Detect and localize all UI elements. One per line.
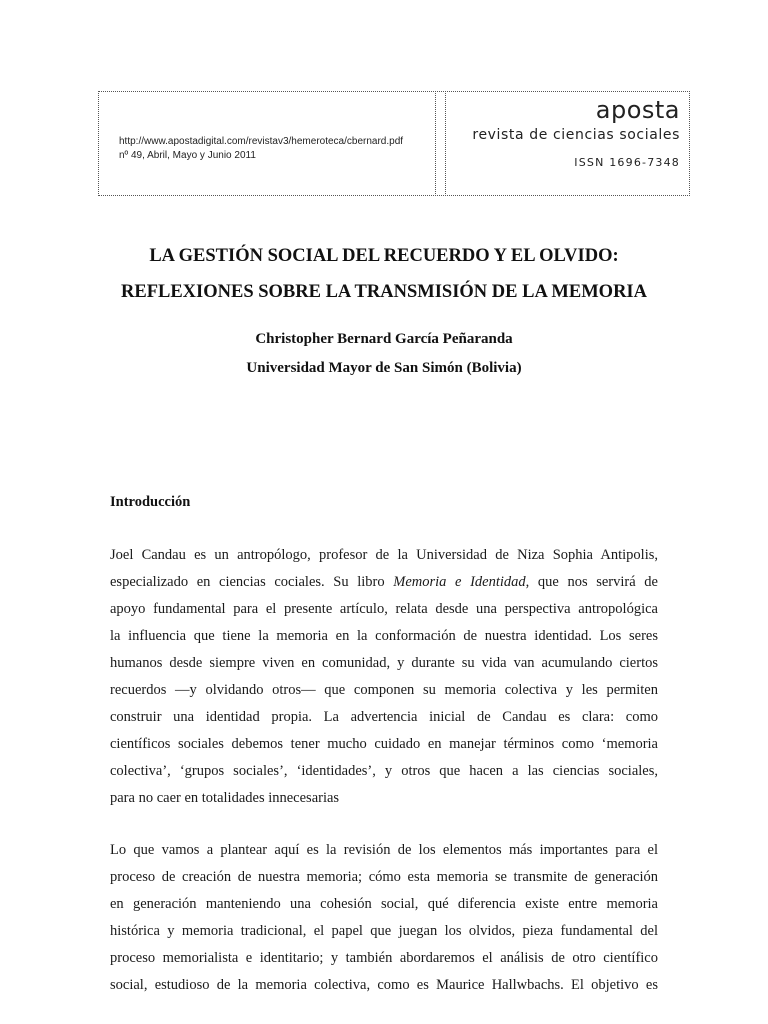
article-title-line-2: REFLEXIONES SOBRE LA TRANSMISIÓN DE LA MEMORIA (121, 282, 647, 302)
text-line: proceso de creación de nuestra memoria; cómo esta memoria se transmite de generación (110, 869, 658, 885)
text-line: Lo que vamos a plantear aquí es la revisión de los elementos más importantes para el (110, 842, 658, 858)
text-line: colectiva’, ‘grupos sociales’, ‘identidades’, y otros que hacen a las ciencias sociales, (110, 763, 658, 779)
text-line (110, 573, 658, 600)
header-divider (445, 91, 446, 196)
text-fragment: , que nos servirá de (525, 574, 658, 590)
author-name: Christopher Bernard García Peñaranda (255, 331, 513, 347)
text-line: Joel Candau es un antropólogo, profesor de la Universidad de Niza Sophia Antipolis, (110, 547, 658, 563)
text-line: apoyo fundamental para el presente artículo, relata desde una perspectiva antropológica (110, 601, 658, 617)
text-line: recuerdos —y olvidando otros— que componen su memoria colectiva y les permiten (110, 682, 658, 698)
text-line: científicos sociales debemos tener mucho cuidado en manejar términos como ‘memoria (110, 736, 658, 752)
section-heading: Introducción (110, 494, 191, 510)
author-affiliation: Universidad Mayor de San Simón (Bolivia) (246, 360, 522, 376)
issn: ISSN 1696-7348 (574, 156, 680, 169)
text-fragment: especializado en ciencias cociales. Su libro (110, 574, 394, 590)
text-line: humanos desde siempre viven en comunidad, y durante su vida van acumulando ciertos (110, 655, 658, 671)
journal-logo: aposta (595, 96, 680, 124)
book-title: Memoria e Identidad (393, 574, 526, 590)
text-line: en generación manteniendo una cohesión social, qué diferencia existe entre memoria (110, 896, 658, 912)
text-line: para no caer en totalidades innecesarias (110, 790, 340, 806)
text-line: proceso memorialista e identitario; y también abordaremos el análisis de otro científico (110, 950, 658, 966)
text-line: histórica y memoria tradicional, el papel que juegan los olvidos, pieza fundamental del (110, 923, 658, 939)
journal-subtitle: revista de ciencias sociales (472, 127, 680, 143)
text-line: social, estudioso de la memoria colectiva, como es Maurice Hallwbachs. El objetivo es (110, 977, 658, 993)
paragraph (110, 841, 658, 1003)
text-line: construir una identidad propia. La advertencia inicial de Candau es clara: como (110, 709, 658, 725)
article-url: http://www.apostadigital.com/revistav3/hemeroteca/cbernard.pdf (119, 136, 404, 147)
issue-info: nº 49, Abril, Mayo y Junio 2011 (119, 150, 256, 161)
paragraph (110, 546, 658, 816)
text-line: la influencia que tiene la memoria en la conformación de nuestra identidad. Los seres (110, 628, 658, 644)
article-title-line-1: LA GESTIÓN SOCIAL DEL RECUERDO Y EL OLVIDO: (149, 246, 619, 266)
header-divider (435, 91, 436, 196)
